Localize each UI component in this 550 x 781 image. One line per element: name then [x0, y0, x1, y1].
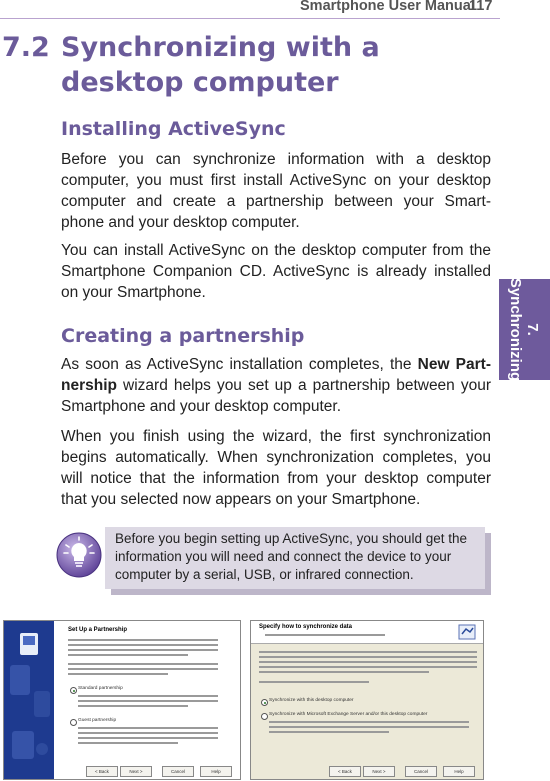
text-run: As soon as ActiveSync installation completes, the [61, 356, 418, 373]
text-placeholder [265, 634, 385, 636]
wizard-content [54, 621, 240, 779]
dialog-header [251, 621, 483, 644]
subsection-title-partnership: Creating a partnership [61, 325, 305, 347]
text-line: Before you begin setting up ActiveSync, you should get the [115, 531, 467, 546]
text-line: computer, you must first install ActiveSync on your desktop [61, 172, 491, 189]
paragraph-installing-2 [61, 240, 491, 303]
wizard-side-banner [4, 621, 54, 779]
chapter-tab-label [499, 279, 550, 380]
text-line: When you finish using the wizard, the first synchronization [61, 428, 491, 445]
running-title: Smartphone User Manual [300, 0, 475, 14]
text-line: phone and your desktop computer. [61, 214, 300, 231]
next-button[interactable]: Next > [363, 766, 395, 777]
help-button[interactable]: Help [200, 766, 232, 777]
screenshot-specify-sync [250, 620, 484, 780]
text-line: on your Smartphone. [61, 284, 206, 301]
text-placeholder [78, 695, 218, 697]
chapter-name: Synchronizing [507, 277, 525, 382]
note-text [115, 530, 480, 584]
text-placeholder [259, 661, 477, 663]
section-title-line1: Synchronizing with a [61, 32, 380, 63]
sync-desktop-label: Synchronize with this desktop computer [269, 698, 354, 703]
text-placeholder [259, 671, 429, 673]
lightbulb-icon [55, 531, 103, 579]
sync-exchange-radio[interactable] [261, 713, 268, 720]
dialog-title: Specify how to synchronize data [259, 624, 353, 630]
chapter-number: 7. [524, 323, 542, 336]
text-placeholder [269, 731, 389, 733]
header-rule [0, 18, 500, 19]
subsection-title-installing: Installing ActiveSync [61, 118, 286, 140]
text-line: that you selected now appears on your Smartphone. [61, 491, 421, 508]
device-graphic-icon [4, 621, 54, 779]
text-line: information you will need and connect the device to your [115, 549, 452, 564]
cancel-button[interactable]: Cancel [405, 766, 437, 777]
text-line: Before you can synchronize information with a desktop [61, 151, 491, 168]
section-number: 7.2 [2, 32, 50, 63]
section-title-line2: desktop computer [61, 67, 339, 98]
back-button[interactable]: < Back [329, 766, 361, 777]
text-placeholder [68, 668, 218, 670]
text-placeholder [78, 737, 218, 739]
text-placeholder [68, 673, 168, 675]
activesync-icon [457, 623, 477, 641]
text-line: begins automatically. When synchronization completes, you [61, 449, 491, 466]
text-placeholder [78, 742, 178, 744]
standard-partnership-label: Standard partnership [78, 686, 123, 691]
text-line: will notice that the information from your desktop computer [61, 470, 491, 487]
text-placeholder [68, 649, 218, 651]
text-placeholder [259, 651, 477, 653]
text-placeholder [259, 681, 369, 683]
text-placeholder [78, 727, 218, 729]
paragraph-partnership-2 [61, 426, 491, 510]
guest-partnership-label: Guest partnership [78, 718, 117, 723]
chapter-tab [499, 279, 550, 380]
text-placeholder [68, 654, 188, 656]
text-placeholder [269, 726, 469, 728]
text-line: computer by a serial, USB, or infrared connection. [115, 567, 414, 582]
guest-partnership-radio[interactable] [70, 719, 77, 726]
text-placeholder [78, 732, 218, 734]
screenshot-setup-partnership [3, 620, 241, 780]
paragraph-partnership-1 [61, 354, 491, 417]
text-placeholder [78, 700, 218, 702]
wizard-name: New Part- [417, 356, 491, 373]
text-placeholder [259, 656, 477, 658]
text-line: computer and create a partnership between your Smart- [61, 193, 491, 210]
standard-partnership-radio[interactable] [70, 687, 77, 694]
page-number: 117 [469, 0, 493, 14]
text-line: Smartphone and your desktop computer. [61, 398, 342, 415]
text-placeholder [78, 705, 188, 707]
wizard-title: Set Up a Partnership [68, 627, 128, 633]
help-button[interactable]: Help [443, 766, 475, 777]
back-button[interactable]: < Back [86, 766, 118, 777]
text-placeholder [259, 666, 477, 668]
text-line: You can install ActiveSync on the desktop computer from the [61, 242, 491, 259]
text-placeholder [269, 721, 469, 723]
text-run: wizard helps you set up a partnership between your [116, 377, 491, 394]
cancel-button[interactable]: Cancel [162, 766, 194, 777]
paragraph-installing-1 [61, 149, 491, 233]
wizard-name: nership [61, 377, 117, 394]
next-button[interactable]: Next > [120, 766, 152, 777]
text-placeholder [68, 639, 218, 641]
text-line [61, 375, 491, 396]
sync-exchange-label: Synchronize with Microsoft Exchange Server and/or this desktop computer [269, 712, 428, 717]
text-line: Smartphone Companion CD. ActiveSync is already installed [61, 263, 491, 280]
sync-desktop-radio[interactable] [261, 699, 268, 706]
text-placeholder [68, 644, 218, 646]
text-placeholder [68, 663, 218, 665]
text-line [61, 354, 491, 375]
